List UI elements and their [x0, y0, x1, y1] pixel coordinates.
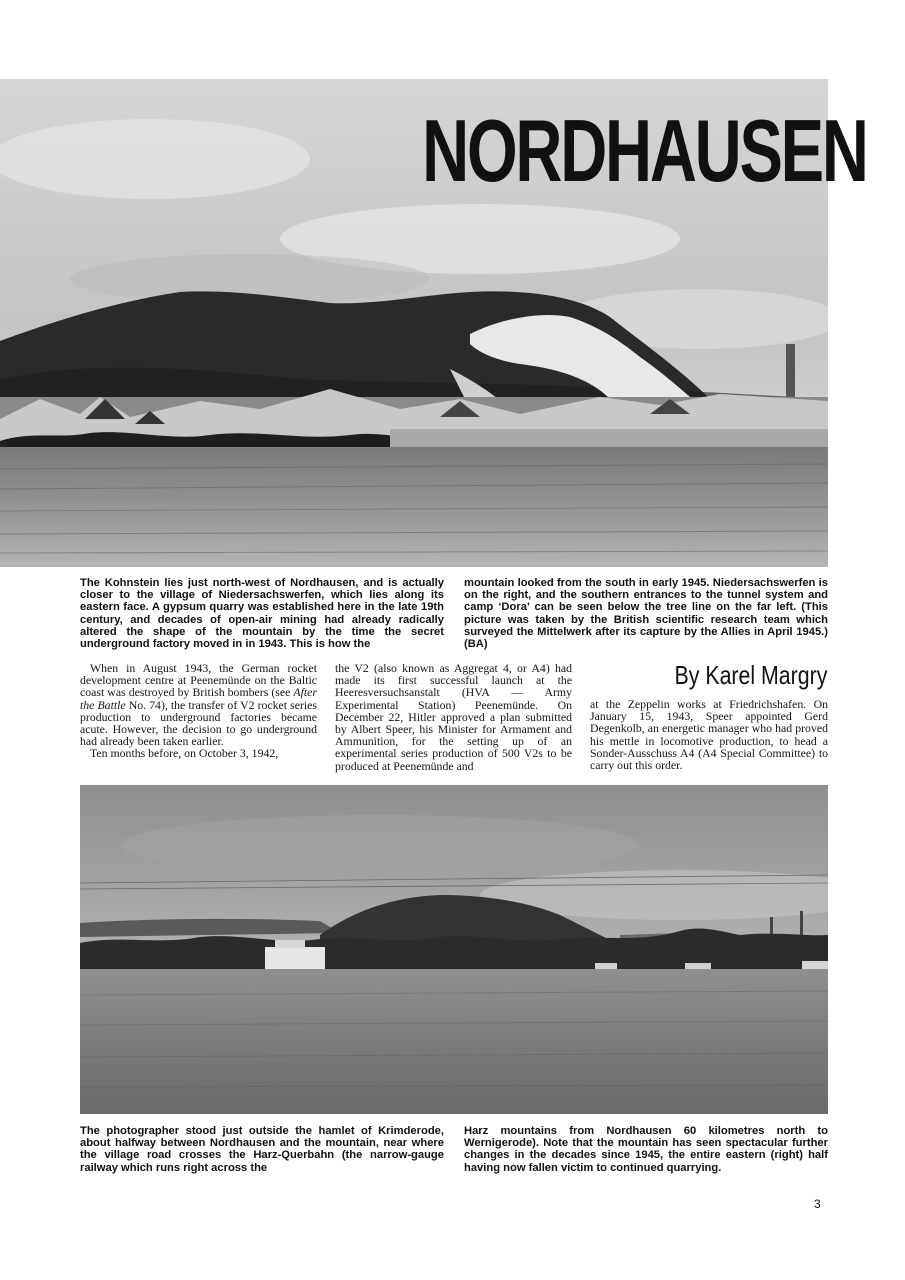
page-number: 3: [814, 1197, 821, 1211]
magazine-reference: After the Battle: [80, 685, 317, 712]
body-column-3: [590, 698, 828, 771]
caption-bottom-left: The photographer stood just outside the hamlet of Krimderode, about halfway between Nordhausen and the mountain, near where the village road crosses the Harz-Querbahn (the narrow-gauge railway which runs right across the: [80, 1125, 444, 1174]
body-column-1: [80, 662, 317, 760]
body-text: When in August 1943, the German rocket development centre at Peenemünde on the Baltic coast was destroyed by British bombers (see: [80, 661, 317, 700]
body-paragraph-2: Ten months before, on October 3, 1942,: [90, 746, 279, 761]
body-paragraph-1: [80, 662, 317, 747]
byline: By Karel Margry: [674, 660, 827, 690]
body-text: No. 74), the transfer of V2 rocket series production to underground factories became acute. However, the decision to go underground had already been taken earlier.: [80, 697, 317, 749]
body-paragraph-3: the V2 (also known as Aggregat 4, or A4) had made its first successful launch at the Heeresversuchsanstalt (HVA — Army Experimental Station) Peenemünde. On December 22, Hitler approved a plan submitted by Albert Speer, his Minister for Armament and Ammunition, for the setting up of an experimental series production of 500 V2s to be produced at Peenemünde and: [335, 661, 572, 773]
caption-top-right: mountain looked from the south in early 1945. Niedersachswerfen is on the right, and the southern entrances to the tunnel system and camp ‘Dora’ can be seen below the tree line on the far left. (This picture was taken by the British scientific research team which surveyed the Mittelwerk after its capture by the Allies in April 1945.) (BA): [464, 577, 828, 651]
body-column-2: [335, 662, 572, 772]
body-paragraph-4: at the Zeppelin works at Friedrichshafen. On January 15, 1943, Speer appointed Gerd Degenkolb, an energetic manager who had proved his mettle in locomotive production, to head a Sonder-Ausschuss A4 (A4 Special Committee) to carry out this order.: [590, 697, 828, 773]
caption-bottom-right: Harz mountains from Nordhausen 60 kilometres north to Wernigerode). Note that the mountain has seen spectacular further changes in the decades since 1945, the entire eastern (right) half having now fallen victim to continued quarrying.: [464, 1125, 828, 1174]
photo-kohnstein-modern: [80, 785, 828, 1114]
photo-kohnstein-modern-image: [80, 785, 828, 1114]
article-title: NORDHAUSEN: [422, 101, 867, 200]
caption-top-left: The Kohnstein lies just north-west of Nordhausen, and is actually closer to the village of Niedersachswerfen, which lies along its eastern face. A gypsum quarry was established here in the late 19th century, and decades of open-air mining had already radically altered the shape of the mountain by the time the secret underground factory moved in in 1943. This is how the: [80, 577, 444, 651]
